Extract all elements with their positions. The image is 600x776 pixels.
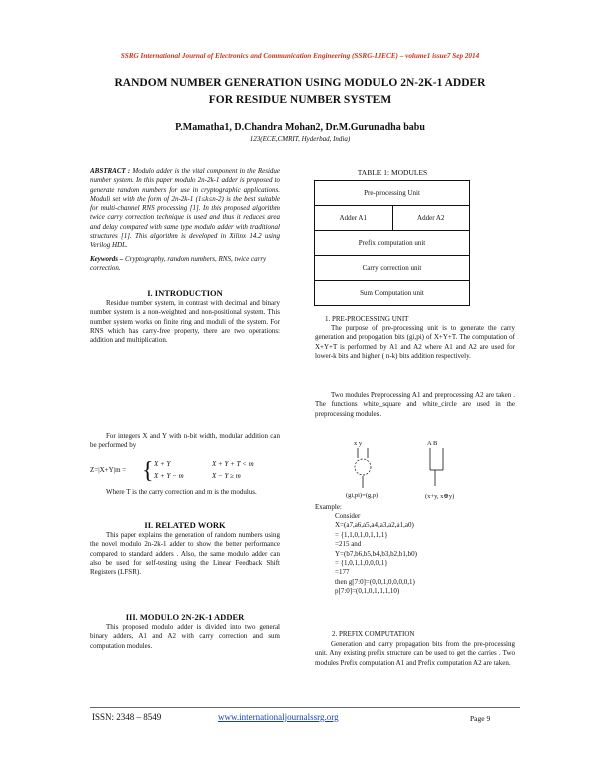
preproc-heading: 1. PRE-PROCESSING UNIT — [325, 315, 409, 323]
preproc-paragraph-1: The purpose of pre-processing unit is to generate the carry generation and propogation bits (gi,pi) of X+Y+T. The computation of X+Y+T is performed by A1 and A2 where A1 and A2 are used for lower-k bits and higher ( n-k) bits addition respectively. — [315, 324, 515, 360]
formula-left: Z=|X+Y|m = — [90, 466, 127, 474]
title-line-1: RANDOM NUMBER GENERATION USING MODULO 2N-2K-1 ADDER — [114, 77, 486, 89]
fig-right-inputs: A B — [427, 440, 438, 447]
footer-page-number: Page 9 — [470, 714, 491, 723]
intro-paragraph-3: Where T is the carry correction and m is the modulus. — [106, 488, 257, 496]
example-line: Consider — [335, 512, 361, 520]
formula-row2-b: X − Y ≥ m — [212, 472, 241, 480]
modulo-text: This proposed modulo adder is divided into two general binary adders, A1 and A2 with carry correction and sum computation modules. — [90, 623, 280, 650]
formula-row1-b: X + Y + T < m — [212, 460, 254, 468]
example-block — [335, 512, 417, 597]
example-line: = {1,1,0,1,0,1,1,1} — [335, 530, 388, 539]
table-cell-carry: Carry correction unit — [315, 256, 470, 281]
intro-paragraph-2: For integers X and Y with n-bit width, modular addition can be performed by — [90, 432, 280, 450]
modules-table — [314, 180, 470, 306]
footer-rule — [90, 707, 520, 708]
footer-issn: ISSN: 2348 – 8549 — [92, 712, 162, 722]
abstract — [90, 167, 280, 251]
example-line: X=(a7,a6,a5,a4,a3,a2,a1,a0) — [335, 521, 414, 530]
table-cell-prefix: Prefix computation unit — [315, 231, 470, 256]
related-text: This paper explains the generation of random numbers using the novel modulo 2n-2k-1 adder to show the better performance compared to standard adders . Also, the same modulo adder can also be used for self-testing using the Linear Feedback Shift Registers (LFSR). — [90, 531, 280, 577]
table-cell-preprocessing: Pre-processing Unit — [315, 181, 470, 206]
table-cell-sum: Sum Computation unit — [315, 281, 470, 306]
fig-right-output: (x+y, x⊕y) — [425, 493, 455, 500]
affiliation: 123(ECE,CMRIT, Hyderbad, India) — [249, 135, 351, 143]
fig-left-inputs: x y — [354, 440, 363, 447]
example-line: = {1,0,1,1,0,0,0,1} — [335, 559, 388, 568]
journal-header: SSRG International Journal of Electronics and Communication Engineering (SSRG-IJECE) – volume1 issue7 Sep 2014 — [120, 52, 480, 60]
intro-heading: I. INTRODUCTION — [147, 288, 223, 298]
intro-paragraph-1: Residue number system, in contrast with decimal and binary number system is a non-weighted and non-positional system. This number system works on finite ring and moduli of the system. For RNS which has carry-free property, there are two operations: addition and multiplication. — [90, 299, 280, 345]
formula-row2-a: X + Y − m — [154, 472, 184, 480]
example-line: then g[7:0]=(0,0,1,0,0,0,0,1) — [335, 577, 415, 586]
fig-left-output: (gi,pi)=(g,p) — [346, 492, 379, 499]
example-line: p[7:0]=(0,1,0,1,1,1,10) — [335, 587, 400, 596]
formula-row1-a: X + Y — [154, 460, 171, 468]
authors: P.Mamatha1, D.Chandra Mohan2, Dr.M.Gurunadha babu — [175, 122, 425, 133]
prefix-heading: 2. PREFIX COMPUTATION — [332, 630, 415, 638]
white-circle-figure — [340, 440, 400, 500]
white-circle-icon — [340, 448, 400, 498]
preproc-paragraph-2: Two modules Preprocessing A1 and preprocessing A2 are taken . The functions white_square and white_circle are used in the preprocessing modules. — [315, 391, 515, 418]
modulo-heading: III. MODULO 2N-2K-1 ADDER — [125, 612, 245, 622]
keywords-text: Cryptography, random numbers, RNS, twice carry correction. — [90, 255, 267, 273]
table-cell-adder-a1: Adder A1 — [315, 206, 393, 231]
related-heading: II. RELATED WORK — [144, 520, 226, 530]
white-square-figure — [415, 440, 485, 500]
white-square-icon — [415, 448, 475, 498]
keywords-label: Keywords – — [90, 255, 124, 263]
example-line: =215 and — [335, 540, 362, 549]
footer-url-link[interactable]: www.internationaljournalssrg.org — [218, 712, 339, 722]
title-line-2: FOR RESIDUE NUMBER SYSTEM — [208, 94, 392, 106]
table-caption: TABLE 1: MODULES — [357, 168, 428, 177]
keywords — [90, 255, 280, 274]
example-line: =177 — [335, 568, 350, 577]
paper-title — [60, 75, 540, 109]
example-line: Y=(b7,b6,b5,b4,b3,b2,b1,b0) — [335, 549, 417, 558]
abstract-label: ABSTRACT : — [90, 167, 131, 175]
example-label: Example: — [315, 503, 342, 511]
prefix-text: Generation and carry propagation bits from the pre-processing unit. Any existing prefix structure can be used to get the carries . Two modules Prefix computation A1 and Prefix computation A2 are taken. — [315, 640, 515, 667]
abstract-text: Modulo adder is the vital component in the Residue number system. In this paper modulo 2n-2k-1 adder is proposed to generate random numbers for use in cryptographic applications. Moduli set with the form of 2n-2k-1 (1≤k≤n-2) is the best suitable for multi-channel RNS processing [1]. In this proposed algorithm twice carry correction technique is used and thus it reduces area and delay compared with same type modulo adder with traditional structures [1]. This algorithm is developed in Xilinx 14.2 using Verilog HDL. — [90, 167, 281, 250]
table-cell-adder-a2: Adder A2 — [392, 206, 470, 231]
formula-brace: { — [142, 458, 154, 484]
